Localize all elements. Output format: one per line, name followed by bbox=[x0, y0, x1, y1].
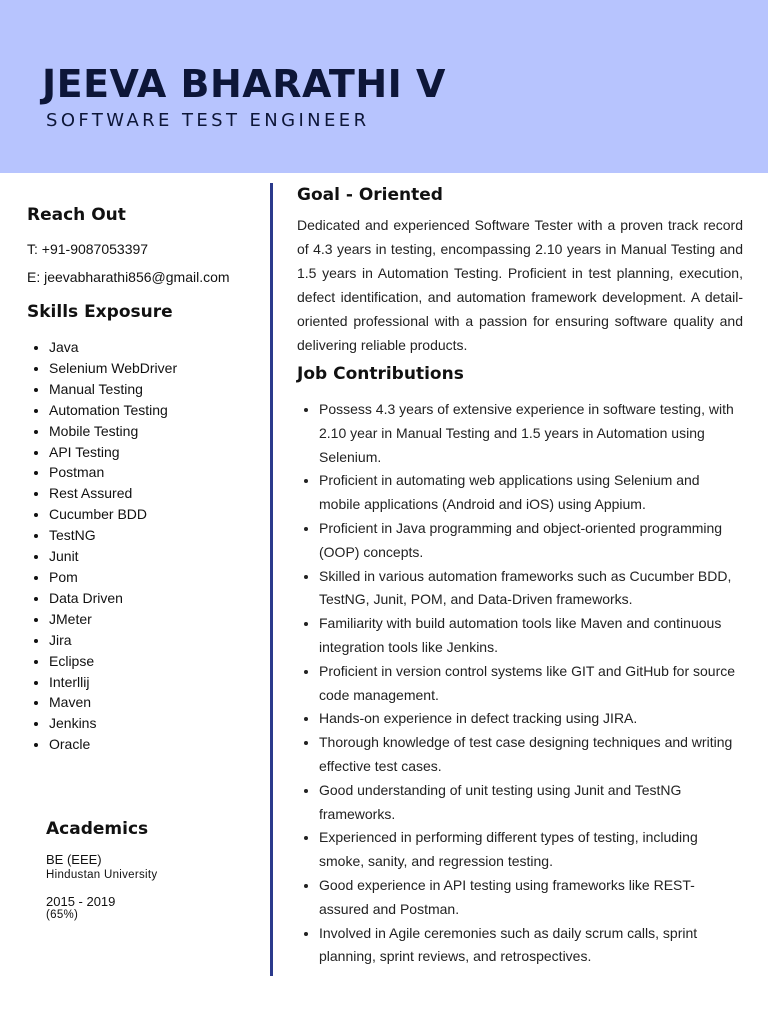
job-contribution-item: • Proficient in version control systems like GIT and GitHub for source code management. bbox=[319, 660, 743, 708]
skill-item: • Maven bbox=[49, 692, 177, 713]
skill-item: • Cucumber BDD bbox=[49, 504, 177, 525]
degree: BE (EEE) bbox=[46, 852, 102, 867]
study-years: 2015 - 2019 bbox=[46, 894, 116, 909]
job-contribution-item: • Good experience in API testing using frameworks like REST-assured and Postman. bbox=[319, 874, 743, 922]
job-contribution-item: • Thorough knowledge of test case designing techniques and writing effective test cases. bbox=[319, 731, 743, 779]
candidate-name: JEEVA BHARATHI V bbox=[42, 62, 446, 106]
academics-heading: Academics bbox=[46, 819, 149, 839]
skill-item: • Interllij bbox=[49, 672, 177, 693]
skill-item: • Junit bbox=[49, 546, 177, 567]
email-address: E: jeevabharathi856@gmail.com bbox=[27, 269, 230, 285]
score: (65%) bbox=[46, 909, 79, 921]
job-contribution-item: • Possess 4.3 years of extensive experience in software testing, with 2.10 year in Manual Testing and 1.5 years in Automation using Selenium. bbox=[319, 398, 743, 469]
job-contributions-list bbox=[297, 398, 743, 969]
jobs-heading: Job Contributions bbox=[297, 364, 464, 384]
job-contribution-item: • Experienced in performing different types of testing, including smoke, sanity, and regression testing. bbox=[319, 826, 743, 874]
skill-item: • Oracle bbox=[49, 734, 177, 755]
contact-heading: Reach Out bbox=[27, 205, 126, 225]
job-contribution-item: • Familiarity with build automation tools like Maven and continuous integration tools like Jenkins. bbox=[319, 612, 743, 660]
skill-item: • JMeter bbox=[49, 609, 177, 630]
header-banner bbox=[0, 0, 768, 173]
job-contribution-item: • Proficient in Java programming and object-oriented programming (OOP) concepts. bbox=[319, 517, 743, 565]
skills-heading: Skills Exposure bbox=[27, 302, 173, 322]
job-contribution-item: • Hands-on experience in defect tracking using JIRA. bbox=[319, 707, 743, 731]
skill-item: • TestNG bbox=[49, 525, 177, 546]
skill-item: • Pom bbox=[49, 567, 177, 588]
skill-item: • Postman bbox=[49, 462, 177, 483]
skill-item: • Mobile Testing bbox=[49, 421, 177, 442]
skill-item: • Rest Assured bbox=[49, 483, 177, 504]
job-contribution-item: • Proficient in automating web applications using Selenium and mobile applications (Android and iOS) using Appium. bbox=[319, 469, 743, 517]
skill-item: • Eclipse bbox=[49, 651, 177, 672]
column-divider bbox=[270, 183, 273, 976]
job-contribution-item: • Involved in Agile ceremonies such as daily scrum calls, sprint planning, sprint reviews, and retrospectives. bbox=[319, 922, 743, 970]
skill-item: • Selenium WebDriver bbox=[49, 358, 177, 379]
skills-list bbox=[27, 337, 177, 755]
skill-item: • Java bbox=[49, 337, 177, 358]
goal-heading: Goal - Oriented bbox=[297, 185, 443, 205]
phone-number: T: +91-9087053397 bbox=[27, 241, 149, 257]
job-title: SOFTWARE TEST ENGINEER bbox=[46, 110, 370, 131]
skill-item: • Jira bbox=[49, 630, 177, 651]
skill-item: • Automation Testing bbox=[49, 400, 177, 421]
skill-item: • Data Driven bbox=[49, 588, 177, 609]
skill-item: • Jenkins bbox=[49, 713, 177, 734]
goal-text: Dedicated and experienced Software Tester with a proven track record of 4.3 years in testing, encompassing 2.10 years in Manual Testing and 1.5 years in Automation Testing. Proficient in test planning, execution, defect identification, and automation framework development. A detail-oriented professional with a passion for ensuring software quality and delivering reliable products. bbox=[297, 217, 743, 353]
university: Hindustan University bbox=[46, 869, 158, 881]
job-contribution-item: • Good understanding of unit testing using Junit and TestNG frameworks. bbox=[319, 779, 743, 827]
skill-item: • API Testing bbox=[49, 442, 177, 463]
job-contribution-item: • Skilled in various automation frameworks such as Cucumber BDD, TestNG, Junit, POM, and Data-Driven frameworks. bbox=[319, 565, 743, 613]
skill-item: • Manual Testing bbox=[49, 379, 177, 400]
